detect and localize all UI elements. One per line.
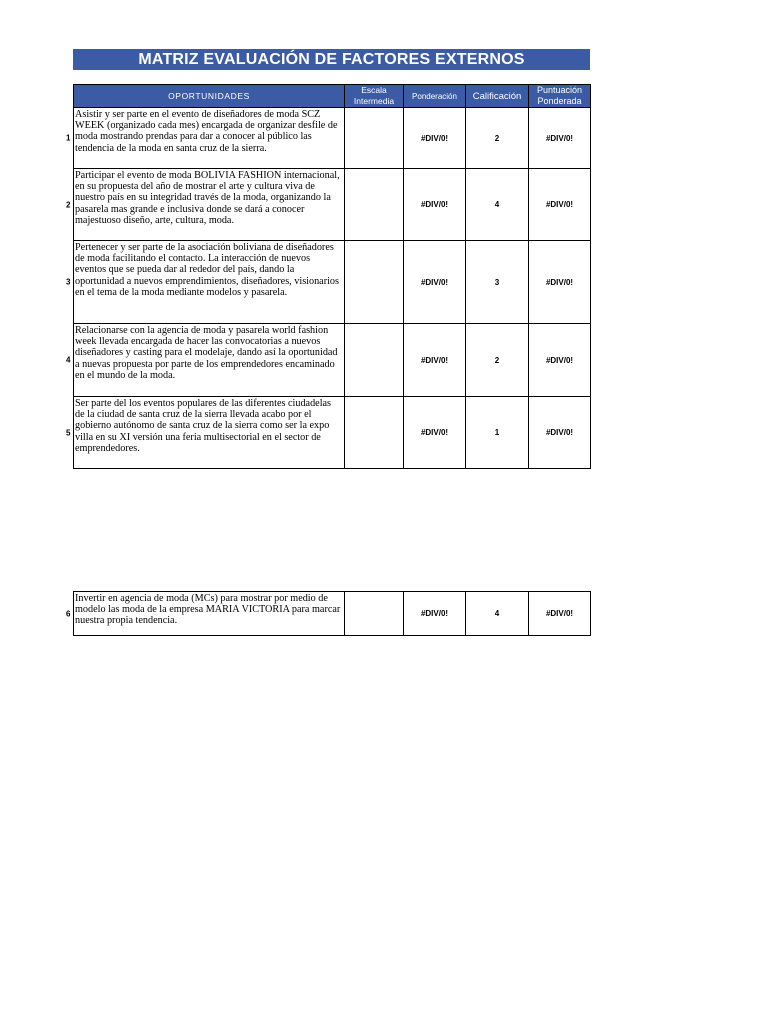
row-number: 1	[66, 133, 71, 143]
ponderacion-cell[interactable]: #DIV/0!	[404, 169, 466, 241]
puntuacion-cell[interactable]: #DIV/0!	[529, 592, 591, 636]
ponderacion-cell[interactable]: #DIV/0!	[404, 241, 466, 324]
puntuacion-cell[interactable]: #DIV/0!	[529, 241, 591, 324]
header-ponderacion: Ponderación	[404, 85, 466, 108]
opportunity-text: Ser parte del los eventos populares de las diferentes ciudadelas de la ciudad de santa cruz de la sierra llevada acabo por el gobierno autónomo de santa cruz de la sierra como ser la expo villa en su XI versión una feria multisectorial en el sector de emprendedores.	[75, 398, 332, 454]
ponderacion-cell[interactable]: #DIV/0!	[404, 108, 466, 169]
header-escala-intermedia: Escala Intermedia	[345, 85, 404, 108]
row-number: 4	[66, 355, 71, 365]
opportunity-cell[interactable]	[66, 169, 345, 241]
escala-cell[interactable]	[345, 241, 404, 324]
opportunity-text: Participar el evento de moda BOLIVIA FASHION internacional, en su propuesta del año de mostrar el arte y cultura viva de nuestro país en su integridad través de la moda, organizando la pasarela mas grande e inclusiva donde se dará a conocer majestuoso diseño, arte, cultura, moda.	[75, 170, 340, 226]
row-number: 2	[66, 199, 71, 209]
table-row	[74, 397, 591, 469]
calificacion-cell[interactable]: 2	[466, 108, 529, 169]
opportunity-cell[interactable]	[66, 592, 345, 636]
opportunity-text: Invertir en agencia de moda (MCs) para mostrar por medio de modelo las moda de la empresa MARIA VICTORIA para marcar nuestra propia tendencia.	[75, 593, 341, 627]
header-oportunidades: OPORTUNIDADES	[74, 85, 345, 108]
opportunity-cell[interactable]	[66, 324, 345, 397]
ponderacion-cell[interactable]: #DIV/0!	[404, 397, 466, 469]
row-number: 6	[66, 608, 71, 618]
escala-cell[interactable]	[345, 397, 404, 469]
table-row	[74, 241, 591, 324]
opportunity-text: Relacionarse con la agencia de moda y pasarela world fashion week llevada encargada de hacer las convocatorias a nuevos diseñadores y casting para el modelaje, dando así la oportunidad a nuevas propuesta por parte de los emprendedores encaminado en el mundo de la moda.	[75, 325, 338, 381]
opportunity-text: Asistir y ser parte en el evento de diseñadores de moda SCZ WEEK (organizado cada mes) encargada de organizar desfile de moda mostrando prendas para dar a conocer al público las tendencia de la moda en santa cruz de la sierra.	[75, 109, 338, 154]
table-header-row	[74, 85, 591, 108]
escala-cell[interactable]	[345, 324, 404, 397]
puntuacion-cell[interactable]: #DIV/0!	[529, 324, 591, 397]
header-puntuacion-ponderada: Puntuación Ponderada	[529, 85, 591, 108]
page-title: MATRIZ EVALUACIÓN DE FACTORES EXTERNOS	[73, 49, 590, 70]
puntuacion-cell[interactable]: #DIV/0!	[529, 108, 591, 169]
puntuacion-cell[interactable]: #DIV/0!	[529, 169, 591, 241]
puntuacion-cell[interactable]: #DIV/0!	[529, 397, 591, 469]
table-row	[74, 592, 591, 636]
opportunity-cell[interactable]	[66, 241, 345, 324]
opportunity-cell[interactable]	[66, 108, 345, 169]
calificacion-cell[interactable]: 1	[466, 397, 529, 469]
row-number: 3	[66, 277, 71, 287]
header-calificacion: Calificación	[466, 85, 529, 108]
table-row	[74, 108, 591, 169]
calificacion-cell[interactable]: 4	[466, 592, 529, 636]
row-number: 5	[66, 427, 71, 437]
calificacion-cell[interactable]: 3	[466, 241, 529, 324]
escala-cell[interactable]	[345, 108, 404, 169]
evaluation-table	[66, 84, 591, 469]
ponderacion-cell[interactable]: #DIV/0!	[404, 324, 466, 397]
evaluation-table-continued	[66, 591, 591, 636]
calificacion-cell[interactable]: 4	[466, 169, 529, 241]
calificacion-cell[interactable]: 2	[466, 324, 529, 397]
opportunity-text: Pertenecer y ser parte de la asociación boliviana de diseñadores de moda facilitando el contacto. La interacción de nuevos eventos que se pueda dar al rededor del país, dando la oportunidad a nuevos emprendimientos, diseñadores, visionarios en el tema de la moda mediante modelos y pasarela.	[75, 242, 339, 298]
ponderacion-cell[interactable]: #DIV/0!	[404, 592, 466, 636]
table-row	[74, 169, 591, 241]
table-row	[74, 324, 591, 397]
escala-cell[interactable]	[345, 592, 404, 636]
opportunity-cell[interactable]	[66, 397, 345, 469]
escala-cell[interactable]	[345, 169, 404, 241]
